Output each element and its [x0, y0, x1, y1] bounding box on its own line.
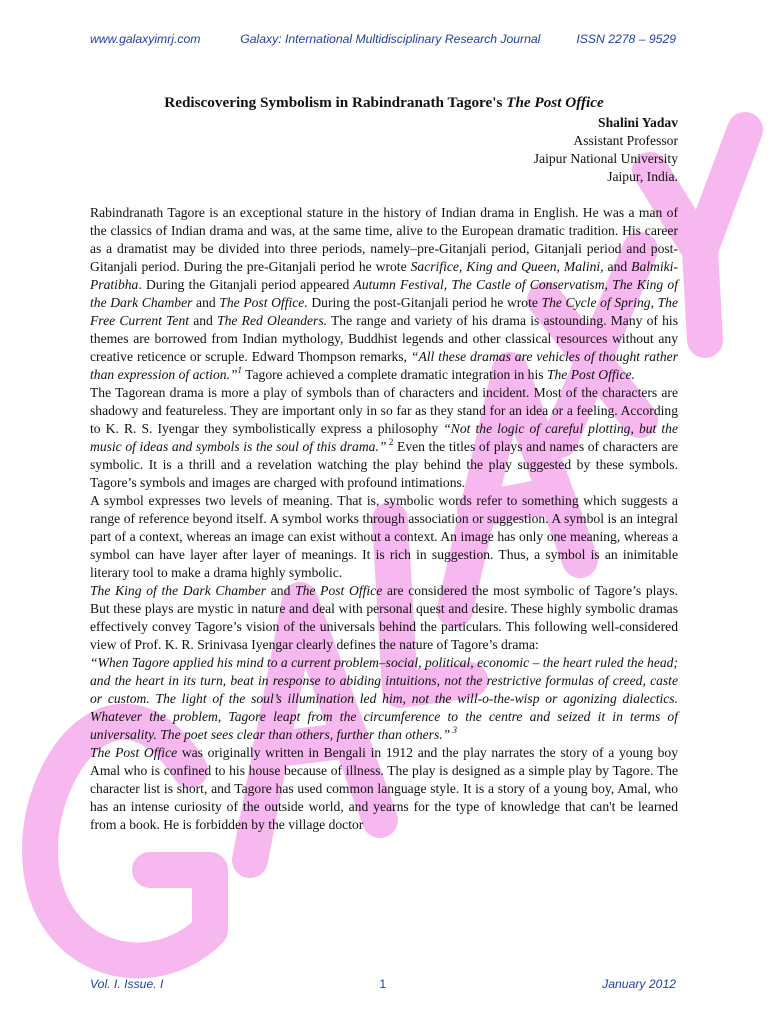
body-paragraph	[90, 744, 678, 834]
article-title-text: Rediscovering Symbolism in Rabindranath Tagore's	[164, 94, 503, 111]
paragraph-text: The Tagorean drama is more a play of symbols than of characters and incident. Most of the characters are shadowy and featureless. They are important only in so far as they stand for an idea or a feeling. According to K. R. S. Iyengar they symbolistically express a philosophy	[90, 385, 678, 436]
running-footer	[90, 977, 676, 991]
paragraph-text: Tagore achieved a complete dramatic integration in his	[242, 367, 547, 382]
paragraph-text: and	[603, 259, 632, 274]
article-title	[0, 94, 768, 112]
italic-text: The King of the Dark Chamber	[90, 583, 267, 598]
footnote-marker: 2	[386, 437, 394, 447]
italic-text: “All these dramas are vehicles of thought rather than expression of action.”	[90, 349, 678, 382]
footnote-marker: 1	[237, 365, 243, 375]
volume-issue: Vol. I. Issue. I	[90, 977, 164, 991]
italic-text: “Not the logic of careful plotting, but the music of ideas and symbols is the soul of this drama.”	[90, 421, 679, 454]
paragraph-text: and	[266, 583, 296, 598]
author-position: Assistant Professor	[573, 133, 678, 148]
italic-text: The Post Office	[295, 583, 383, 598]
paragraph-text: . During the Gitanjali period appeared	[138, 277, 354, 292]
journal-name: Galaxy: International Multidisciplinary Research Journal	[240, 32, 541, 46]
italic-text: Sacrifice, King and Queen, Malini,	[410, 259, 604, 274]
italic-text: The Post Office.	[546, 367, 635, 382]
italic-text: The Post Office.	[219, 295, 308, 310]
footnote-marker: 3	[450, 725, 457, 735]
body-paragraph	[90, 582, 678, 654]
paragraph-text: During the post-Gitanjali period he wrote	[307, 295, 542, 310]
paragraph-text: Even the titles of plays and names of characters are symbolic. It is a thrill and a revelation watching the play behind the play suggested by these symbols. Tagore’s symbols and images are charged with profound intimations.	[90, 439, 678, 490]
paragraph-text: and	[189, 313, 218, 328]
website-link[interactable]: www.galaxyimrj.com	[90, 32, 201, 46]
running-header	[90, 32, 676, 46]
italic-text: “When Tagore applied his mind to a current problem–social, political, economic – the heart ruled the head; and the heart in its turn, beat in response to abiding intuitions, not the restrictive formulas of creed, caste or custom. The light of the soul’s illumination led him, not the will-o-the-wisp or agonizing dialectics. Whatever the problem, Tagore leapt from the circumference to the centre and seized it in terms of universality. The poet sees clear than others, further than others.”	[90, 655, 678, 742]
italic-text: The Cycle of Spring, The Free Current Tent	[90, 295, 678, 328]
issn-number: ISSN 2278 – 9529	[576, 32, 676, 46]
author-name: Shalini Yadav	[598, 115, 678, 130]
italic-text: The Red Oleanders.	[217, 313, 328, 328]
italic-text: Autumn Festival, The Castle of Conservatism, The King of the Dark Chamber	[90, 277, 678, 310]
page-number: 1	[379, 977, 387, 991]
italic-text: The Post Office	[90, 745, 178, 760]
author-institution: Jaipur National University	[533, 151, 678, 166]
paragraph-text: are considered the most symbolic of Tagore’s plays. But these plays are mystic in nature and deal with personal quest and desire. These highly symbolic dramas effectively convey Tagore’s vision of the universals behind the particulars. This following well-considered view of Prof. K. R. Srinivasa Iyengar clearly defines the nature of Tagore’s drama:	[90, 583, 678, 652]
paragraph-text: The range and variety of his drama is astounding. Many of his themes are borrowed from Indian mythology, Buddhist legends and other classical resources without any creative reticence or scruple. Edward Thompson remarks,	[90, 313, 679, 364]
article-title-work: The Post Office	[506, 94, 604, 111]
paragraph-text: Rabindranath Tagore is an exceptional stature in the history of Indian drama in English. He was a man of the classics of Indian drama and was, at the same time, alive to the European dramatic tradition. His career as a dramatist may be divided into three periods, namely–pre-Gitanjali period, Gitanjali period and post-Gitanjali period. During the pre-Gitanjali period he wrote	[90, 205, 678, 274]
paragraph-text: A symbol expresses two levels of meaning. That is, symbolic words refer to something which suggests a range of reference beyond itself. A symbol works through association or suggestion. A symbol is an integral part of a context, whereas an image can exist without a context. An image has only one meaning, whereas a symbol can have layer after layer of meanings. It is rich in suggestion. Thus, a symbol is an inimitable literary tool to make a drama highly symbolic.	[90, 493, 678, 580]
italic-text: Balmiki-Pratibha	[90, 259, 678, 292]
author-block	[534, 114, 678, 186]
author-location: Jaipur, India.	[607, 169, 678, 184]
paragraph-text: and	[192, 295, 220, 310]
body-paragraph	[90, 654, 678, 744]
body-paragraph	[90, 204, 678, 384]
publication-date: January 2012	[602, 977, 676, 991]
body-paragraph	[90, 384, 678, 492]
paragraph-text: was originally written in Bengali in 1912 and the play narrates the story of a young boy Amal who is confined to his house because of illness. The play is designed as a simple play by Tagore. The character list is short, and Tagore has used common language style. It is a story of a young boy, Amal, who has an intense curiosity of the outside world, and yearns for the type of knowledge that can't be learned from a book. He is forbidden by the village doctor	[90, 745, 678, 832]
body-paragraph	[90, 492, 678, 582]
article-body	[90, 204, 678, 834]
